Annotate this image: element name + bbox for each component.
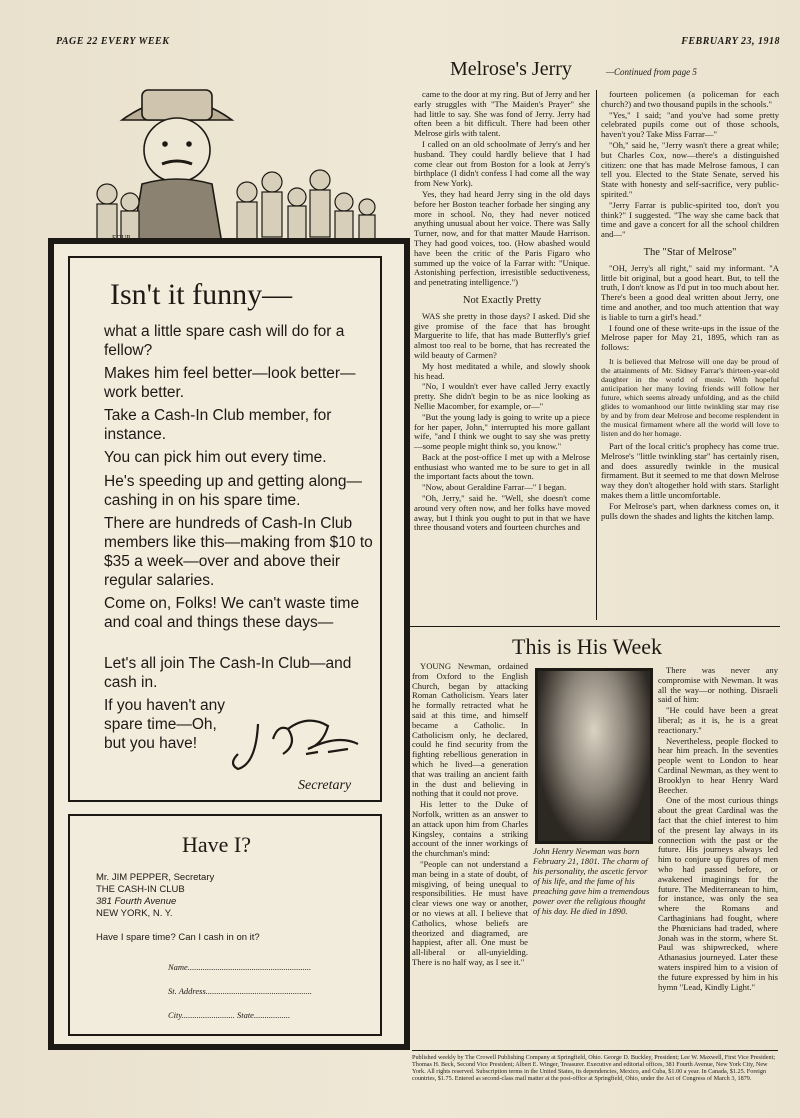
paragraph: For Melrose's part, when darkness comes on, it pulls down the shades and lights the kitchen lamp. xyxy=(601,500,779,521)
paragraph: "He could have been a great liberal; as it is, he is a great reactionary." xyxy=(658,705,778,735)
article-title: Melrose's Jerry xyxy=(450,58,572,80)
coupon-address-line: Mr. JIM PEPPER, Secretary xyxy=(96,872,215,883)
ad-line: Take a Cash-In Club member, for instance. xyxy=(104,407,332,443)
paragraph: "But the young lady is going to write up a piece for her paper, John," interrupted his more gallant wife, "and I think we ought to say she was pretty—some people might think so, you know." xyxy=(414,411,590,452)
ad-line: what a little spare cash will do for a fellow? xyxy=(104,323,345,359)
paragraph: "No, I wouldn't ever have called Jerry exactly pretty. She didn't begin to be as nice looking as Nellie Macomber, for example, or—" xyxy=(414,381,590,411)
paragraph: WAS she pretty in those days? I asked. Did she give promise of the face that has brought Marguerite to life, that has made Butterfly's grief almost too real to be borne, that has recreated the wild beauty of Carmen? xyxy=(414,310,590,360)
jim-pepper-signature xyxy=(228,714,378,784)
signature-title: Secretary xyxy=(298,778,352,793)
paragraph: It is believed that Melrose will one day be proud of the attainments of Mr. Sidney Farrar's thirteen-year-old daughter in the world of music. With hopeful anticipation her many loving friends will follow her future, which seems already unfolding, and as the child glides to womanhood our little twinkling star may rise by and by from dear Melrose and become resplendent in the musical firmament where all the world will love to listen and do her homage. xyxy=(601,356,779,438)
coupon-address-line: THE CASH-IN CLUB xyxy=(96,884,185,895)
photo-caption: John Henry Newman was born February 21, 1801. The charm of his personality, the ascetic fervor of his life, and the fame of his preaching gave him a tremendous power over the religious thought of his day. He died in 1890. xyxy=(533,846,650,916)
page-header-left: PAGE 22 EVERY WEEK xyxy=(56,36,170,47)
paragraph: One of the most curious things about the great Cardinal was the fact that the chief interest to him of the present lay always in its connection with the past or the future. His journeys always led him to conjure up figures of men who had passed before, or awakened imaginings for the future. The Mediterranean to him, for instance, was only the sea where the Romans and Carthaginians had fought, where the Phœnicians had traded, where Jonah was in the storm, where St. Paul was shipwrecked, where Athanasius journeyed. Later these waters inspired him to a vision of the future expressed by him in his hymn "Lead, Kindly Light." xyxy=(658,795,778,992)
ad-text-box xyxy=(68,256,382,802)
subheading: Not Exactly Pretty xyxy=(462,294,542,306)
paragraph: YOUNG Newman, ordained from Oxford to the English Church, began by attacking Roman Catholicism. Years later he formally retracted what he said at this time, and himself became a Catholic. In Catholicism only, he declared, could he find security from the fighting rebellious generation in which he lived—a generation that was trailing an ancient faith in the dust and believing in nothing that it could not prove. xyxy=(412,661,528,799)
paragraph: "Jerry Farrar is public-spirited too, don't you think?" I suggested. "The way she came back that time and gave a concert for all the school children and—" xyxy=(601,199,779,240)
name-field[interactable]: Name.......................................................... xyxy=(168,962,312,972)
ad-line: Makes him feel better—look better—work better. xyxy=(104,365,356,401)
ad-line: You can pick him out every time. xyxy=(104,449,327,466)
city-state-field[interactable]: City......................... State................. xyxy=(168,1010,291,1020)
newman-portrait xyxy=(535,668,653,844)
newman-column-left xyxy=(412,662,528,969)
paragraph: "OH, Jerry's all right," said my informant. "A little bit original, but a good heart. But, to tell the truth, I don't know as I'd put in too much about her. There's been a good deal written about Jerry, one time and another, and too much attention that way is liable to turn a girl's head." xyxy=(601,262,779,322)
coupon-form[interactable] xyxy=(68,814,382,1036)
ad-line: There are hundreds of Cash-In Club members like this—making from $10 to $35 a week—over and above their regular salaries. xyxy=(104,515,373,589)
paragraph: "Oh," said he, "Jerry wasn't there a great while; but Charles Cox, now—there's a distinguished citizen: one that has made Melrose famous, I can tell you. Elected to the State Senate, served his State with honesty and self-sacrifice, very public-spirited." xyxy=(601,139,779,199)
paragraph: fourteen policemen (a policeman for each church?) and two thousand pupils in the schools." xyxy=(601,89,779,109)
page-header-right: FEBRUARY 23, 1918 xyxy=(681,36,780,47)
paragraph: "Yes," I said; "and you've had some pretty celebrated pupils come out of those schools, haven't you? Take Miss Farrar—" xyxy=(601,109,779,140)
ad-line: Come on, Folks! We can't waste time and coal and things these days— xyxy=(104,595,360,631)
newman-column-right xyxy=(658,666,778,993)
continued-note: —Continued from page 5 xyxy=(606,67,697,77)
paragraph: There was never any compromise with Newman. It was all the way—or nothing. Disraeli said of him: xyxy=(658,665,778,705)
paragraph: His letter to the Duke of Norfolk, written as an answer to an attack upon him from Charles Kingsley, contains a striking account of the inner workings of the churchman's mind: xyxy=(412,799,528,859)
coupon-question: Have I spare time? Can I cash in on it? xyxy=(96,932,260,943)
paragraph: Back at the post-office I met up with a Melrose enthusiast who wanted me to be sure to get in all the important facts about the town. xyxy=(414,451,590,482)
column-divider xyxy=(596,90,597,620)
coupon-title: Have I? xyxy=(182,832,252,857)
paragraph: I called on an old schoolmate of Jerry's and her husband. They could hardly believe that I had come clear out from Boston for a look at Jerry's birthplace (I didn't confess I had come all the way from New York). xyxy=(414,138,590,189)
ad-title: Isn't it funny— xyxy=(110,278,293,311)
paragraph: "Oh, Jerry," said he. "Well, she doesn't come around very often now, and her folks have moved away, but I think you ought to put in that we have three thousand voters and fourteen churches and xyxy=(414,493,590,533)
cartoon-illustration xyxy=(82,62,382,244)
coupon-address-line: NEW YORK, N. Y. xyxy=(96,908,173,919)
cash-in-club-ad xyxy=(48,238,410,1050)
publisher-footer: Published weekly by The Crowell Publishing Company at Springfield, Ohio. George D. Buckley, President; Lee W. Maxwell, First Vice President; Thomas H. Beck, Second Vice President; Albert E. Winger, Treasurer. Executive and editorial offices, 381 Fourth Avenue, New York City, New York. All rights reserved. Subscription terms in the United States, its dependencies, Mexico, and Cuba, $1.00 a year. In Canada, $1.25. Foreign countries, $1.75. Entered as second-class mail matter at the post-office at Springfield, Ohio, under the Act of Congress of March 3, 1879. xyxy=(412,1050,778,1082)
paragraph: "Now, about Geraldine Farrar—" I began. xyxy=(422,482,567,493)
article-column-1 xyxy=(414,90,590,534)
address-field[interactable]: St. Address.................................................. xyxy=(168,986,313,996)
paragraph: My host meditated a while, and slowly shook his head. xyxy=(414,360,590,381)
ad-line: If you haven't any spare time—Oh, but you have! xyxy=(104,697,226,752)
coupon-address-line: 381 Fourth Avenue xyxy=(96,896,177,907)
ad-line: He's speeding up and getting along—cashing in on his spare time. xyxy=(104,473,363,509)
paragraph: Part of the local critic's prophecy has come true. Melrose's "little twinkling star" has certainly risen, and does assuredly twinkle in the musical firmament. But it seemed to me that down Melrose way they don't altogether hold with stars. Starlight makes them a little uncomfortable. xyxy=(601,440,779,500)
article-column-2 xyxy=(601,90,779,522)
ad-line: Let's all join The Cash-In Club—and cash in. xyxy=(104,655,352,691)
section-title: This is His Week xyxy=(512,634,662,659)
paragraph: Yes, they had heard Jerry sing in the old days before her Boston teacher forbade her singing any more in school. No, they had never noticed anything unusual about her voice. There was Sally Turner, now, and for that matter Maude Harrison. They had good voices, too. (How abashed would have been the critic of the Paris Figaro who summed up the voice of la Farrar with: "Unique. Astonishing perfection, irresistible seductiveness, and penetrating intelligence.") xyxy=(414,188,590,288)
section-rule xyxy=(410,626,780,627)
paragraph: came to the door at my ring. But of Jerry and her early struggles with "The Maiden's Prayer" she had little to say. She was fond of Jerry. Jerry had often been a bit difficult. There had been other Melrose girls with talent. xyxy=(414,89,591,139)
paragraph: "People can not understand a man being in a state of doubt, of misgiving, of being unequal to responsibilities. He must have clear views one way or another, or no views at all. I believe that Catholics, whose beliefs are theorized and diagramed, are happiest, after all. One must be all-liberal or all-unyielding. There is no half way, as I see it." xyxy=(412,858,528,967)
paragraph: I found one of these write-ups in the issue of the Melrose paper for May 21, 1895, which ran as follows: xyxy=(601,322,779,353)
subheading: The "Star of Melrose" xyxy=(643,246,737,258)
paragraph: Nevertheless, people flocked to hear him preach. In the seventies people went to London to hear Cardinal Newman, as they went to Brooklyn to hear Henry Ward Beecher. xyxy=(658,735,778,795)
